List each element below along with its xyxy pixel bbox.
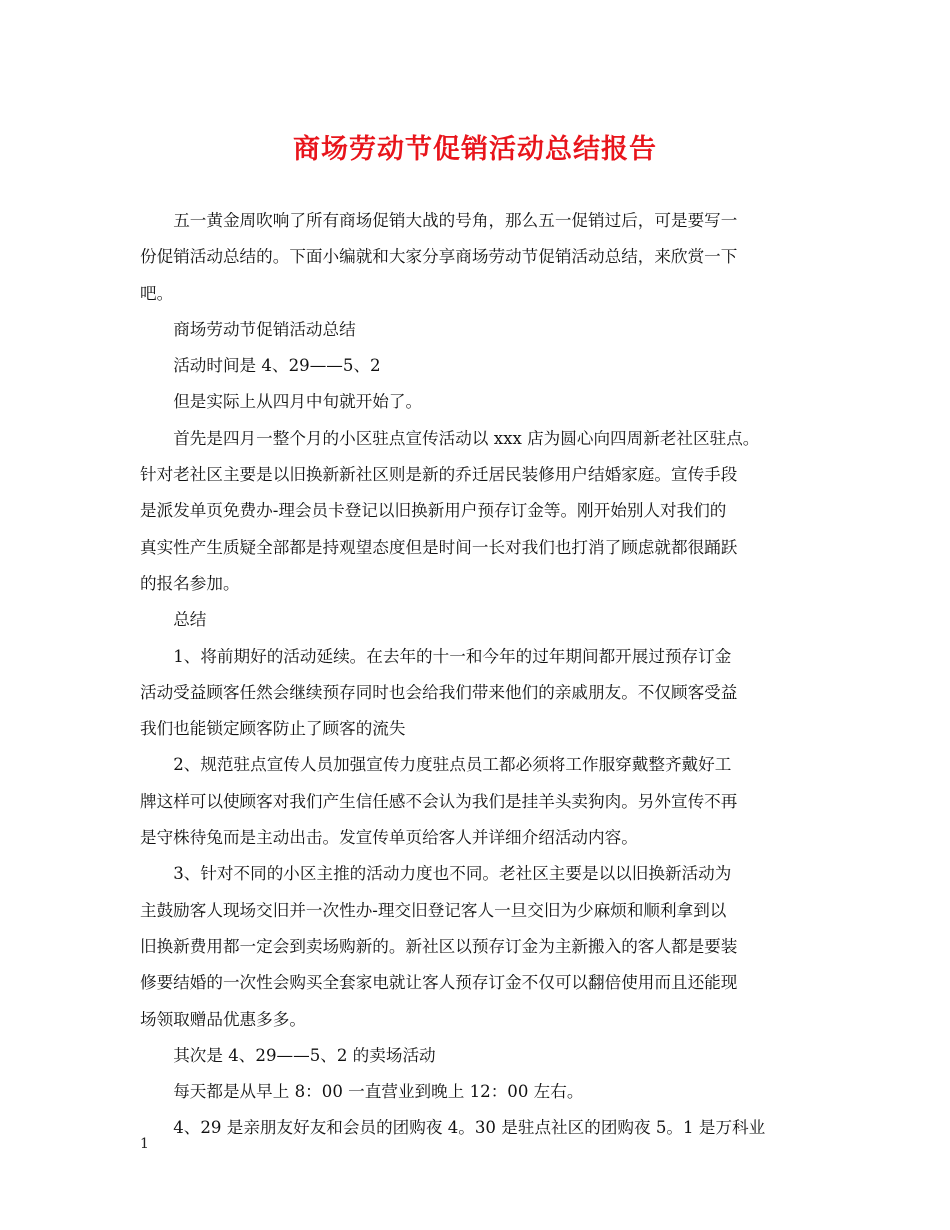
text-line: 每天都是从早上 8：00 一直营业到晚上 12：00 左右。: [173, 1082, 584, 1102]
document-body: [140, 203, 820, 1147]
text-line: 活动时间是 4、29——5、2: [173, 356, 381, 376]
text-line: 修要结婚的一次性会购买全套家电就让客人预存订金不仅可以翻倍使用而且还能现: [140, 973, 738, 993]
text-line: 吧。: [140, 283, 174, 303]
paragraph: [140, 1110, 820, 1146]
paragraph: [140, 639, 820, 748]
paragraph: [140, 312, 820, 348]
text-line: 1、将前期好的活动延续。在去年的十一和今年的过年期间都开展过预存订金: [173, 646, 732, 666]
text-line: 其次是 4、29——5、2 的卖场活动: [173, 1045, 436, 1065]
text-line: 主鼓励客人现场交旧并一次性办-理交旧登记客人一旦交旧为少麻烦和顺利拿到以: [140, 900, 727, 920]
paragraph: [140, 421, 820, 602]
text-line: 但是实际上从四月中旬就开始了。: [173, 392, 423, 412]
text-line: 2、规范驻点宣传人员加强宣传力度驻点员工都必须将工作服穿戴整齐戴好工: [173, 755, 732, 775]
text-line: 场领取赠品优惠多多。: [140, 1009, 306, 1029]
document-title: 商场劳动节促销活动总结报告: [293, 134, 657, 165]
paragraph: [140, 203, 820, 312]
text-line: 真实性产生质疑全部都是持观望态度但是时间一长对我们也打消了顾虑就都很踊跃: [140, 537, 738, 557]
text-line: 牌这样可以使顾客对我们产生信任感不会认为我们是挂羊头卖狗肉。另外宣传不再: [140, 791, 738, 811]
paragraph: [140, 856, 820, 1037]
text-line: 五一黄金周吹响了所有商场促销大战的号角，那么五一促销过后，可是要写一: [173, 211, 738, 230]
text-line: 总结: [173, 610, 207, 630]
text-line: 的报名参加。: [140, 573, 240, 593]
paragraph: [140, 348, 820, 384]
text-line: 针对老社区主要是以旧换新新社区则是新的乔迁居民装修用户结婚家庭。宣传手段: [140, 465, 738, 485]
paragraph: [140, 747, 820, 856]
text-line: 旧换新费用都一定会到卖场购新的。新社区以预存订金为主新搬入的客人都是要装: [140, 936, 738, 956]
text-line: 3、针对不同的小区主推的活动力度也不同。老社区主要是以以旧换新活动为: [173, 864, 732, 884]
text-line: 4、29 是亲朋友好友和会员的团购夜 4。30 是驻点社区的团购夜 5。1 是万科业: [173, 1118, 766, 1138]
text-line: 商场劳动节促销活动总结: [173, 319, 356, 339]
paragraph: [140, 1074, 820, 1110]
text-line: 是派发单页免费办-理会员卡登记以旧换新用户预存订金等。刚开始别人对我们的: [140, 501, 727, 521]
text-line: 首先是四月一整个月的小区驻点宣传活动以 xxx 店为圆心向四周新老社区驻点。: [173, 428, 760, 448]
text-line: 活动受益顾客任然会继续预存同时也会给我们带来他们的亲戚朋友。不仅顾客受益: [140, 682, 738, 702]
paragraph: [140, 384, 820, 420]
paragraph: [140, 1038, 820, 1074]
text-line: 份促销活动总结的。下面小编就和大家分享商场劳动节促销活动总结，来欣赏一下: [140, 247, 738, 267]
paragraph: [140, 602, 820, 638]
text-line: 我们也能锁定顾客防止了顾客的流失: [140, 719, 406, 739]
page-number: 1: [140, 1136, 149, 1152]
text-line: 是守株待兔而是主动出击。发宣传单页给客人并详细介绍活动内容。: [140, 828, 638, 848]
